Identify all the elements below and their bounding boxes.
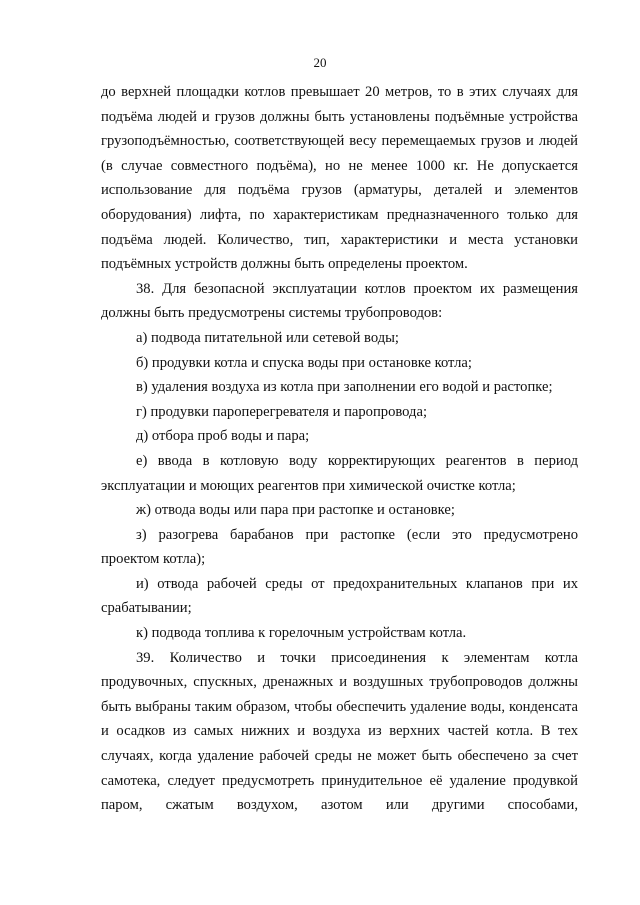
list-item-zh: ж) отвода воды или пара при растопке и остановке;: [136, 502, 455, 519]
list-item-z: з) разогрева барабанов при растопке (если это предусмотрено проектом котла);: [101, 526, 578, 568]
list-item-b: б) продувки котла и спуска воды при остановке котла;: [136, 354, 472, 371]
list-item-d: д) отбора проб воды и пара;: [136, 428, 310, 445]
list-item-a: а) подвода питательной или сетевой воды;: [136, 329, 399, 346]
list-item-v: в) удаления воздуха из котла при заполнении его водой и растопке;: [136, 379, 553, 396]
body-text: [101, 80, 578, 818]
page-number: 20: [313, 55, 327, 70]
paragraph-continuation: до верхней площадки котлов превышает 20 метров, то в этих случаях для подъёма людей и грузов должны быть установлены подъёмные устройства грузоподъёмностью, соответствующей весу перемещаемых грузов и людей (в случае совместного подъёма), но не менее 1000 кг. Не допускается использование для подъёма грузов (арматуры, деталей и элементов оборудования) лифта, по характеристикам предназначенного только для подъёма людей. Количество, тип, характеристики и места установки подъёмных устройств должны быть определены проектом.: [101, 84, 578, 273]
list-item-i: и) отвода рабочей среды от предохранительных клапанов при их срабатывании;: [101, 575, 578, 617]
list-item-e: е) ввода в котловую воду корректирующих реагентов в период эксплуатации и моющих реагентов при химической очистке котла;: [101, 452, 578, 494]
clause-39: 39. Количество и точки присоединения к элементам котла продувочных, спускных, дренажных и воздушных трубопроводов должны быть выбраны таким образом, чтобы обеспечить удаление воды, конденсата и осадков из самых нижних и воздуха из верхних частей котла. В тех случаях, когда удаление рабочей среды не может быть обеспечено за счет самотека, следует предусмотреть принудительное её удаление продувкой паром, сжатым воздухом, азотом или другими способами,: [101, 649, 578, 814]
clause-38: 38. Для безопасной эксплуатации котлов проектом их размещения должны быть предусмотрены системы трубопроводов:: [101, 280, 578, 322]
list-item-g: г) продувки пароперегревателя и паропровода;: [136, 403, 428, 420]
list-item-k: к) подвода топлива к горелочным устройствам котла.: [136, 625, 467, 642]
